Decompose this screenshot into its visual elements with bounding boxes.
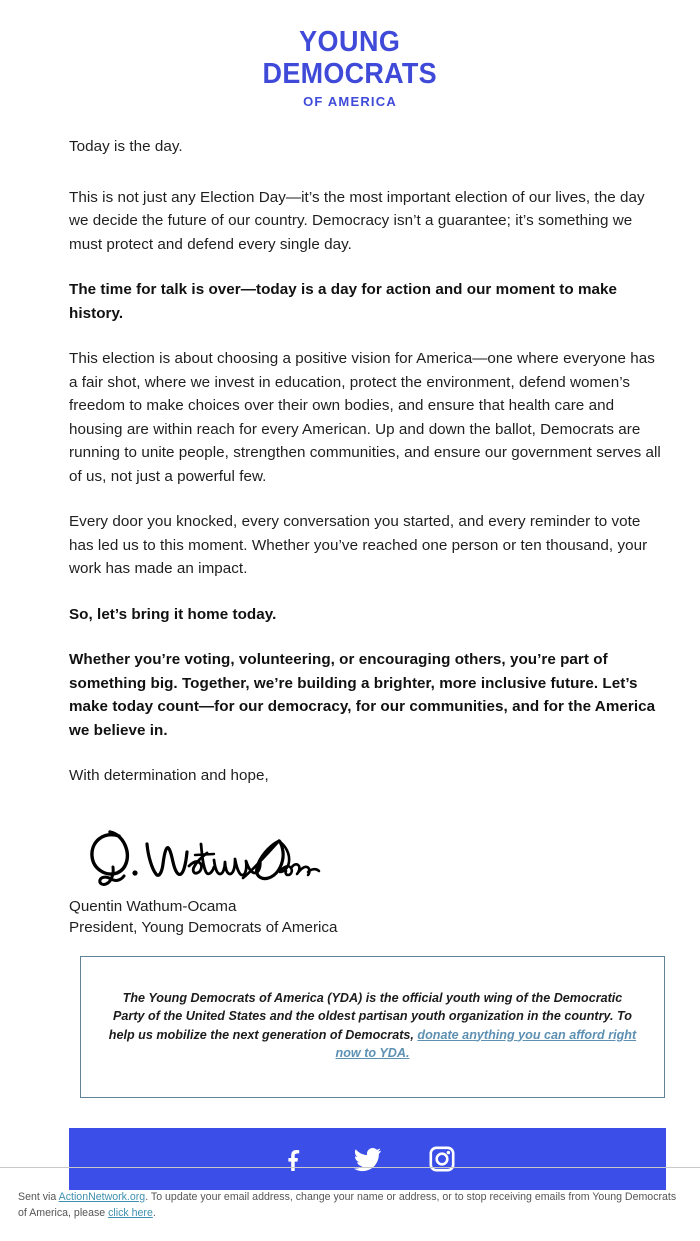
paragraph-every-door: Every door you knocked, every conversation you started, and every reminder to vote has led us to this moment. Whether you’ve reached one person or ten thousand, your work has made an impact. xyxy=(69,513,648,577)
email-body-content xyxy=(0,135,700,788)
email-footer xyxy=(0,1189,700,1221)
logo-line-of-america: OF AMERICA xyxy=(303,94,397,109)
footer-mid-text: . To update your email address, change your name or address, or to stop receiving emails from Young Democrats of America, please xyxy=(18,1191,677,1219)
footer-sent-via-label: Sent via xyxy=(18,1191,59,1203)
signature-area xyxy=(0,812,700,938)
logo-line-democrats: DEMOCRATS xyxy=(262,58,438,90)
twitter-icon[interactable] xyxy=(353,1144,383,1174)
paragraph-closing-salutation: With determination and hope, xyxy=(69,767,269,784)
donate-link[interactable]: donate anything you can afford right now to YDA. xyxy=(335,1027,637,1060)
instagram-icon[interactable] xyxy=(427,1144,457,1174)
social-section xyxy=(0,1098,700,1190)
signer-name: Quentin Wathum-Ocama xyxy=(69,897,237,915)
paragraph-election-day: This is not just any Election Day—it’s the most important election of our lives, the day we decide the future of our country. Democracy isn’t a guarantee; it’s something we must protect and defend every single day. xyxy=(69,188,645,253)
disclaimer-text xyxy=(107,989,638,1063)
click-here-link[interactable]: click here xyxy=(108,1207,153,1219)
signer-title: President, Young Democrats of America xyxy=(69,918,338,936)
disclaimer-body-text: The Young Democrats of America (YDA) is the official youth wing of the Democratic Party of the United States and the oldest partisan youth organization in the country. To help us mobilize the next generation of Democrats, xyxy=(108,990,632,1042)
handwritten-signature-icon xyxy=(83,822,323,894)
paragraph-today-is-the-day: Today is the day. xyxy=(69,138,183,155)
logo-line-young: YOUNG xyxy=(299,26,401,58)
footer-divider xyxy=(0,1167,700,1168)
paragraph-whether-youre-voting: Whether you’re voting, volunteering, or encouraging others, you’re part of something big. Together, we’re building a brighter, more inclusive future. Let’s make today count—for our democracy, for our communities, and for the America we believe in. xyxy=(69,651,656,739)
action-network-link[interactable]: ActionNetwork.org xyxy=(58,1191,146,1203)
facebook-icon[interactable] xyxy=(279,1144,309,1174)
footer-end-text: . xyxy=(152,1207,156,1219)
paragraph-positive-vision: This election is about choosing a positive vision for America—one where everyone has a fair shot, where we invest in education, protect the environment, defend women’s freedom to make choices over their own bodies, and ensure that health care and housing are within reach for every American. Up and down the ballot, Democrats are running to unite people, strengthen communities, and ensure our government serves all of us, not just a powerful few. xyxy=(69,350,661,485)
social-bar xyxy=(69,1128,666,1190)
disclaimer-box xyxy=(80,956,665,1098)
yda-logo xyxy=(256,28,443,108)
footer-text xyxy=(18,1189,682,1221)
email-header xyxy=(0,0,700,135)
paragraph-bring-it-home: So, let’s bring it home today. xyxy=(69,605,277,623)
paragraph-time-for-talk: The time for talk is over—today is a day for action and our moment to make history. xyxy=(69,281,618,322)
disclaimer-section xyxy=(0,938,700,1098)
